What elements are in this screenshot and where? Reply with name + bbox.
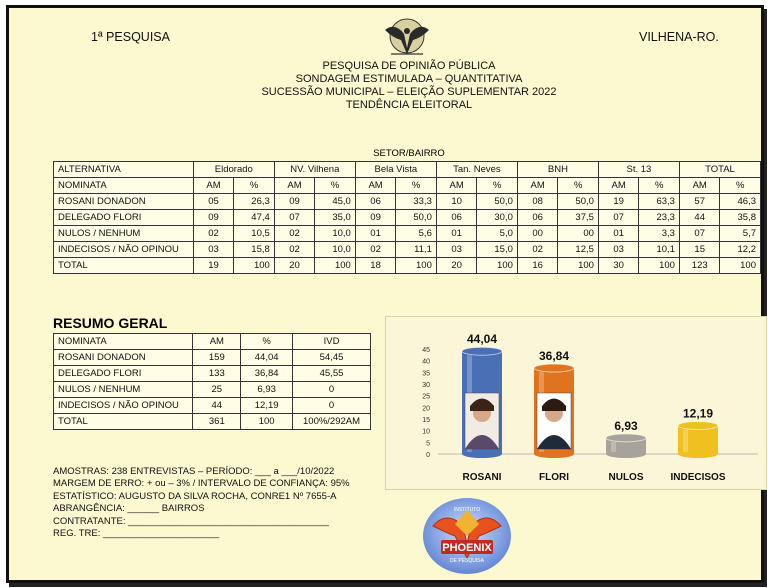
bar-top xyxy=(678,422,718,430)
am-cell: 19 xyxy=(598,194,639,210)
pct-header: % xyxy=(315,178,356,194)
sector-header: Eldorado xyxy=(193,162,274,178)
pct-cell: 15,0 xyxy=(477,242,518,258)
pct-header: % xyxy=(396,178,437,194)
am-cell: 01 xyxy=(598,226,639,242)
category-label: INDECISOS xyxy=(670,472,726,483)
pct-cell: 63,3 xyxy=(639,194,680,210)
nominata-cell: ROSANI DONADON xyxy=(54,194,194,210)
nominata-cell: DELEGADO FLORI xyxy=(54,210,194,226)
pct-cell: 35,8 xyxy=(720,210,761,226)
pct-header: % xyxy=(558,178,599,194)
tre-line: REG. TRE: ______________________ xyxy=(53,528,220,540)
data-label: 6,93 xyxy=(614,418,638,433)
nominata-cell: NULOS / NENHUM xyxy=(54,226,194,242)
summary-cell: 0 xyxy=(293,382,371,398)
title-line-3: SUCESSÃO MUNICIPAL – ELEIÇÃO SUPLEMENTAR 2022 xyxy=(261,86,557,98)
summary-cell: 25 xyxy=(193,382,241,398)
summary-cell: 44 xyxy=(193,398,241,414)
pct-cell: 5,6 xyxy=(396,226,437,242)
summary-cell: TOTAL xyxy=(54,414,193,430)
table-row xyxy=(54,226,761,242)
am-cell: 02 xyxy=(193,226,234,242)
sector-header: Tan. Neves xyxy=(436,162,517,178)
pct-cell: 5,7 xyxy=(720,226,761,242)
contractor-line: CONTRATANTE: ______________________________________ xyxy=(53,515,329,527)
statistician-line: ESTATÍSTICO: AUGUSTO DA SILVA ROCHA, CONRE1 Nº 7655-A xyxy=(53,490,337,502)
pct-header: % xyxy=(720,178,761,194)
pct-cell: 45,0 xyxy=(315,194,356,210)
sector-header: NV. Vilhena xyxy=(274,162,355,178)
summary-cell: 100 xyxy=(241,414,293,430)
pct-cell: 3,3 xyxy=(639,226,680,242)
pct-cell: 50,0 xyxy=(396,210,437,226)
pct-cell: 50,0 xyxy=(477,194,518,210)
chart-panel xyxy=(385,316,767,490)
phoenix-badge-icon xyxy=(419,496,515,576)
sector-title: SETOR/BAIRRO xyxy=(373,148,445,159)
pct-cell: 10,0 xyxy=(315,242,356,258)
summary-cell: ROSANI DONADON xyxy=(54,350,193,366)
am-cell: 19 xyxy=(193,258,234,274)
summary-header-row xyxy=(54,334,371,350)
am-cell: 123 xyxy=(679,258,720,274)
table-row xyxy=(54,242,761,258)
pct-cell: 100 xyxy=(558,258,599,274)
am-cell: 18 xyxy=(355,258,396,274)
am-cell: 06 xyxy=(436,210,477,226)
pct-cell: 100 xyxy=(234,258,275,274)
pct-cell: 5,0 xyxy=(477,226,518,242)
pct-cell: 10,0 xyxy=(315,226,356,242)
pct-cell: 100 xyxy=(720,258,761,274)
am-cell: 15 xyxy=(679,242,720,258)
summary-cell: 159 xyxy=(193,350,241,366)
pct-header: % xyxy=(234,178,275,194)
am-cell: 20 xyxy=(274,258,315,274)
summary-cell: 36,84 xyxy=(241,366,293,382)
pct-cell: 35,0 xyxy=(315,210,356,226)
summary-cell: 361 xyxy=(193,414,241,430)
bar-top xyxy=(606,434,646,442)
bar-top xyxy=(534,364,574,372)
title-line-1: PESQUISA DE OPINIÃO PÚBLICA xyxy=(322,60,496,72)
am-header: AM xyxy=(679,178,720,194)
y-tick-label: 40 xyxy=(422,358,430,366)
badge-top-text: INSTITUTO xyxy=(453,507,481,513)
am-cell: 06 xyxy=(355,194,396,210)
am-cell: 00 xyxy=(517,226,558,242)
coverage-line: ABRANGÊNCIA: ______ BAIRROS xyxy=(53,503,205,515)
am-cell: 57 xyxy=(679,194,720,210)
pct-header: % xyxy=(477,178,518,194)
y-tick-label: 25 xyxy=(422,393,430,401)
summary-header-cell: IVD xyxy=(293,334,371,350)
summary-row xyxy=(54,382,371,398)
margin-line: MARGEM DE ERRO: + ou – 3% / INTERVALO DE CONFIANÇA: 95% xyxy=(53,478,350,490)
nominata-cell: INDECISOS / NÃO OPINOU xyxy=(54,242,194,258)
pct-cell: 100 xyxy=(477,258,518,274)
bar-highlight xyxy=(611,442,616,452)
pct-cell: 100 xyxy=(315,258,356,274)
pct-cell: 47,4 xyxy=(234,210,275,226)
table-row xyxy=(54,210,761,226)
am-cell: 07 xyxy=(679,226,720,242)
am-cell: 07 xyxy=(274,210,315,226)
pct-cell: 15,8 xyxy=(234,242,275,258)
pct-cell: 46,3 xyxy=(720,194,761,210)
sector-table xyxy=(53,161,761,274)
am-cell: 05 xyxy=(193,194,234,210)
am-cell: 03 xyxy=(436,242,477,258)
phoenix-badge xyxy=(419,496,515,576)
y-tick-label: 30 xyxy=(422,382,430,389)
category-label: ROSANI xyxy=(462,472,502,483)
summary-header-cell: NOMINATA xyxy=(54,334,193,350)
summary-header-cell: % xyxy=(241,334,293,350)
pct-cell: 12,5 xyxy=(558,242,599,258)
badge-sub-text: DE PESQUISA xyxy=(450,558,484,564)
summary-table-body xyxy=(54,350,371,430)
summary-cell: 54,45 xyxy=(293,350,371,366)
y-tick-label: 45 xyxy=(422,347,430,354)
am-cell: 02 xyxy=(274,226,315,242)
am-cell: 10 xyxy=(436,194,477,210)
table-header-row xyxy=(54,162,761,178)
am-header: AM xyxy=(436,178,477,194)
badge-main-text: PHOENIX xyxy=(442,542,492,554)
sector-header: Bela Vista xyxy=(355,162,436,178)
pct-cell: 00 xyxy=(558,226,599,242)
am-cell: 01 xyxy=(436,226,477,242)
pct-cell: 11,1 xyxy=(396,242,437,258)
am-header: AM xyxy=(598,178,639,194)
summary-row xyxy=(54,398,371,414)
institute-logo xyxy=(377,14,437,60)
am-header: AM xyxy=(355,178,396,194)
pct-cell: 50,0 xyxy=(558,194,599,210)
title-line-2: SONDAGEM ESTIMULADA – QUANTITATIVA xyxy=(295,73,523,85)
y-tick-label: 15 xyxy=(422,417,430,424)
summary-header-cell: AM xyxy=(193,334,241,350)
summary-cell: 12,19 xyxy=(241,398,293,414)
am-cell: 02 xyxy=(355,242,396,258)
summary-title: RESUMO GERAL xyxy=(53,315,168,331)
report-sheet xyxy=(6,5,764,583)
phoenix-logo-icon xyxy=(377,14,437,60)
am-cell: 44 xyxy=(679,210,720,226)
summary-cell: 0 xyxy=(293,398,371,414)
am-cell: 30 xyxy=(598,258,639,274)
am-cell: 02 xyxy=(274,242,315,258)
nominata-cell: TOTAL xyxy=(54,258,194,274)
sector-header: St. 13 xyxy=(598,162,679,178)
summary-row xyxy=(54,366,371,382)
pct-cell: 30,0 xyxy=(477,210,518,226)
am-cell: 08 xyxy=(517,194,558,210)
summary-cell: INDECISOS / NÃO OPINOU xyxy=(54,398,193,414)
sector-header: BNH xyxy=(517,162,598,178)
summary-cell: 44,04 xyxy=(241,350,293,366)
pct-cell: 100 xyxy=(639,258,680,274)
pct-cell: 12,2 xyxy=(720,242,761,258)
methodology-block xyxy=(53,466,350,540)
pct-cell: 26,3 xyxy=(234,194,275,210)
bar-top xyxy=(462,347,502,355)
table-row xyxy=(54,194,761,210)
bar-highlight xyxy=(683,430,688,452)
pct-header: % xyxy=(639,178,680,194)
pct-cell: 33,3 xyxy=(396,194,437,210)
am-cell: 06 xyxy=(517,210,558,226)
summary-cell: 100%/292AM xyxy=(293,414,371,430)
y-tick-label: 5 xyxy=(426,440,430,448)
summary-cell: 133 xyxy=(193,366,241,382)
am-cell: 09 xyxy=(193,210,234,226)
am-cell: 03 xyxy=(598,242,639,258)
table-row xyxy=(54,258,761,274)
pct-cell: 23,3 xyxy=(639,210,680,226)
pct-cell: 37,5 xyxy=(558,210,599,226)
sector-table-body xyxy=(54,194,761,274)
am-cell: 02 xyxy=(517,242,558,258)
am-header: AM xyxy=(274,178,315,194)
summary-cell: DELEGADO FLORI xyxy=(54,366,193,382)
am-cell: 07 xyxy=(598,210,639,226)
report-title-block xyxy=(209,60,609,112)
nominata-header: NOMINATA xyxy=(54,178,194,194)
table-subheader-row xyxy=(54,178,761,194)
alternativa-header: ALTERNATIVA xyxy=(54,162,194,178)
am-cell: 01 xyxy=(355,226,396,242)
summary-table xyxy=(53,333,371,430)
category-label: FLORI xyxy=(539,472,569,483)
summary-row xyxy=(54,350,371,366)
sector-header: TOTAL xyxy=(679,162,760,178)
data-label: 12,19 xyxy=(682,406,714,421)
summary-row xyxy=(54,414,371,430)
y-tick-label: 10 xyxy=(422,428,430,436)
am-cell: 20 xyxy=(436,258,477,274)
am-cell: 16 xyxy=(517,258,558,274)
y-tick-label: 35 xyxy=(422,370,430,378)
am-cell: 03 xyxy=(193,242,234,258)
city-label: VILHENA-RO. xyxy=(639,30,719,44)
am-header: AM xyxy=(193,178,234,194)
y-tick-label: 0 xyxy=(426,452,430,459)
am-cell: 09 xyxy=(274,194,315,210)
survey-number: 1ª PESQUISA xyxy=(91,30,170,44)
am-header: AM xyxy=(517,178,558,194)
pct-cell: 10,5 xyxy=(234,226,275,242)
am-cell: 09 xyxy=(355,210,396,226)
summary-cell: NULOS / NENHUM xyxy=(54,382,193,398)
summary-cell: 45,55 xyxy=(293,366,371,382)
title-line-4: TENDÊNCIA ELEITORAL xyxy=(345,99,473,111)
data-label: 44,04 xyxy=(466,332,498,347)
category-label: NULOS xyxy=(608,472,644,483)
pct-cell: 100 xyxy=(396,258,437,274)
y-tick-label: 20 xyxy=(422,405,430,413)
results-bar-chart xyxy=(386,317,766,489)
sample-line: AMOSTRAS: 238 ENTREVISTAS – PERÍODO: ___ a ___/10/2022 xyxy=(53,466,335,477)
pct-cell: 10,1 xyxy=(639,242,680,258)
summary-cell: 6,93 xyxy=(241,382,293,398)
data-label: 36,84 xyxy=(538,349,570,364)
